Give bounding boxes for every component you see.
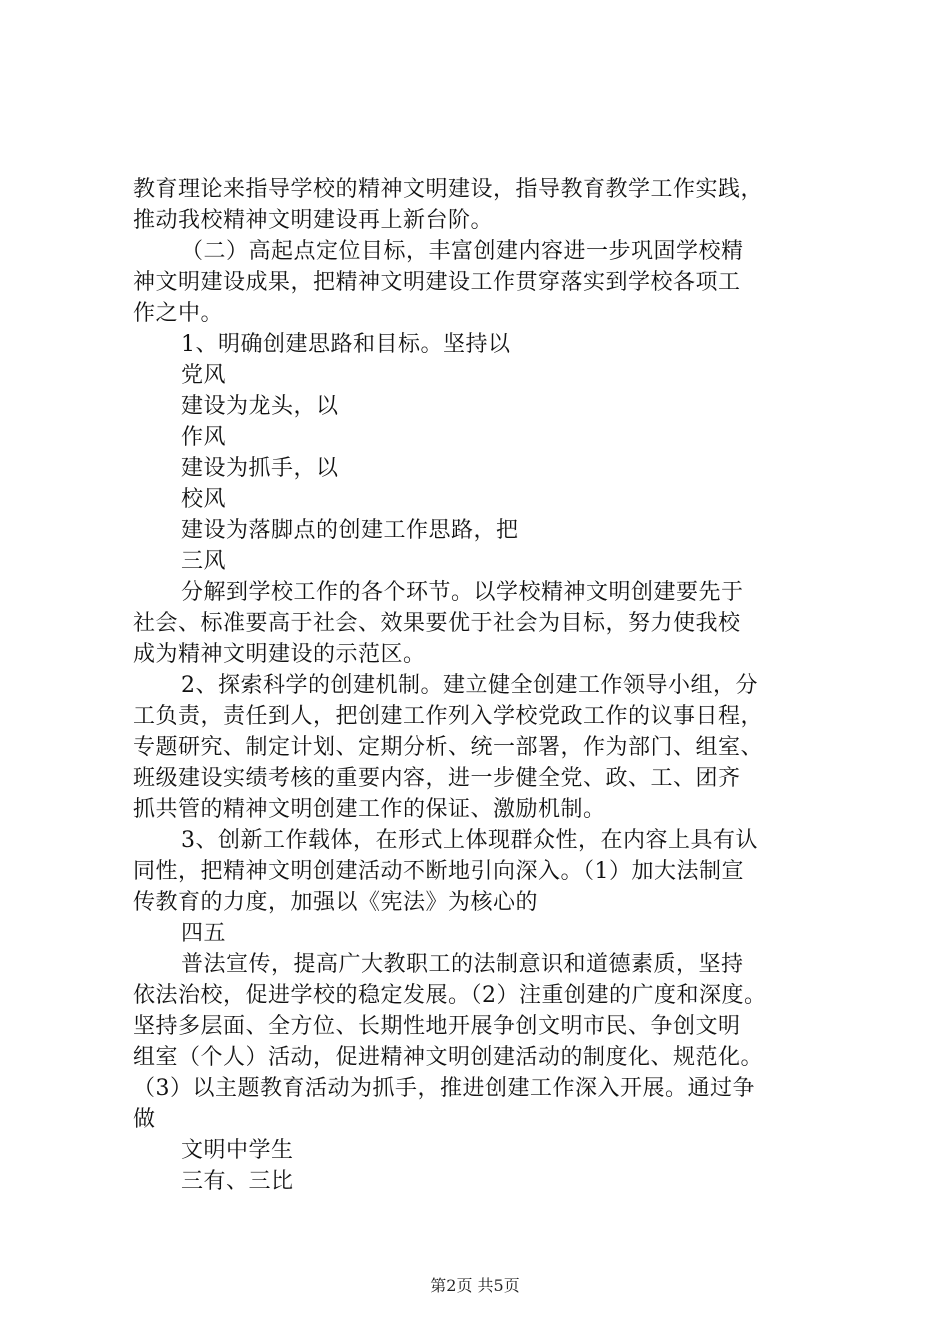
text-line: 成为精神文明建设的示范区。 bbox=[133, 642, 426, 667]
text-line: 三有、三比 bbox=[181, 1169, 294, 1194]
text-line: 建设为落脚点的创建工作思路，把 bbox=[181, 518, 519, 543]
text-line: 坚持多层面、全方位、长期性地开展争创文明市民、争创文明 bbox=[133, 1014, 741, 1039]
text-line: 组室（个人）活动，促进精神文明创建活动的制度化、规范化。 bbox=[133, 1045, 764, 1070]
text-line: 抓共管的精神文明创建工作的保证、激励机制。 bbox=[133, 797, 606, 822]
text-line: 分解到学校工作的各个环节。以学校精神文明创建要先于 bbox=[181, 580, 744, 605]
text-line: 工负责，责任到人，把创建工作列入学校党政工作的议事日程， bbox=[133, 704, 764, 729]
text-line: （二）高起点定位目标，丰富创建内容进一步巩固学校精 bbox=[181, 239, 744, 264]
text-line: 班级建设实绩考核的重要内容，进一步健全党、政、工、团齐 bbox=[133, 766, 741, 791]
text-line: 1、明确创建思路和目标。坚持以 bbox=[181, 332, 511, 357]
text-line: 党风 bbox=[181, 363, 227, 388]
text-line: 建设为抓手，以 bbox=[181, 456, 339, 481]
text-line: 推动我校精神文明建设再上新台阶。 bbox=[133, 208, 494, 233]
text-line: （3）以主题教育活动为抓手，推进创建工作深入开展。通过争 bbox=[133, 1076, 755, 1101]
text-line: 同性，把精神文明创建活动不断地引向深入。（1）加大法制宣 bbox=[133, 859, 744, 884]
text-line: 3、创新工作载体，在形式上体现群众性，在内容上具有认 bbox=[181, 828, 758, 853]
text-line: 做 bbox=[133, 1107, 156, 1132]
text-line: 建设为龙头，以 bbox=[181, 394, 339, 419]
text-line: 社会、标准要高于社会、效果要优于社会为目标，努力使我校 bbox=[133, 611, 741, 636]
text-line: 2、探索科学的创建机制。建立健全创建工作领导小组，分 bbox=[181, 673, 758, 698]
text-line: 神文明建设成果，把精神文明建设工作贯穿落实到学校各项工 bbox=[133, 270, 741, 295]
text-line: 三风 bbox=[181, 549, 227, 574]
text-line: 普法宣传，提高广大教职工的法制意识和道德素质，坚持 bbox=[181, 952, 744, 977]
text-line: 校风 bbox=[181, 487, 227, 512]
text-line: 教育理论来指导学校的精神文明建设，指导教育教学工作实践， bbox=[133, 177, 764, 202]
text-line: 依法治校，促进学校的稳定发展。（2）注重创建的广度和深度。 bbox=[133, 983, 767, 1008]
text-line: 专题研究、制定计划、定期分析、统一部署，作为部门、组室、 bbox=[133, 735, 764, 760]
page-footer: 第2页 共5页 bbox=[430, 1276, 520, 1295]
text-line: 作风 bbox=[181, 425, 227, 450]
text-line: 文明中学生 bbox=[181, 1138, 294, 1163]
text-line: 传教育的力度，加强以《宪法》为核心的 bbox=[133, 890, 539, 915]
text-line: 四五 bbox=[181, 921, 227, 946]
text-line: 作之中。 bbox=[133, 301, 224, 326]
